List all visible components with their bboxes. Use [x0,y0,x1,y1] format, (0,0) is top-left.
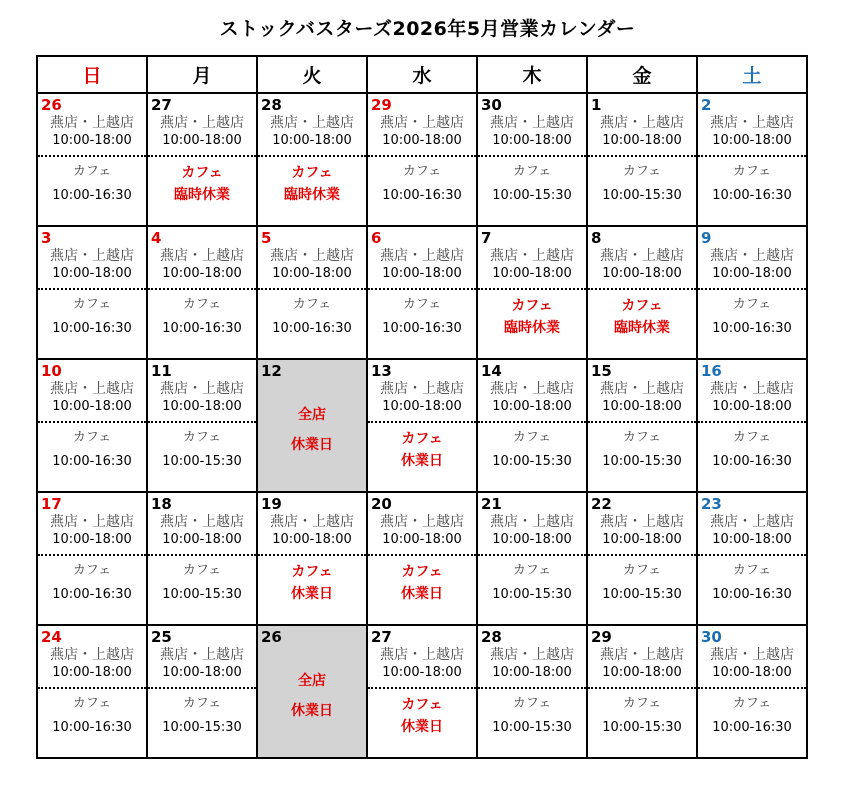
day-number: 26 [41,96,62,114]
calendar-day-cell [587,226,697,359]
day-number: 27 [371,628,392,646]
store-hours: 10:00-18:00 [382,133,462,148]
day-number: 28 [481,628,502,646]
dotted-divider [368,288,476,290]
weekday-header-sun: 日 [37,56,147,93]
dotted-divider [368,554,476,556]
calendar-day-cell [37,359,147,492]
cafe-closed-label: 臨時休業 [614,320,670,336]
day-number: 28 [261,96,282,114]
cafe-closed-label: 休業日 [401,453,443,469]
store-hours: 10:00-18:00 [272,532,352,547]
calendar-day-cell [37,226,147,359]
cafe-closed-label: 臨時休業 [284,187,340,203]
cafe-closed-label: カフェ [401,564,443,580]
day-number: 13 [371,362,392,380]
cafe-hours: 10:00-16:30 [52,188,132,203]
calendar-day-cell [697,93,807,226]
cafe-label: カフェ [402,164,442,179]
cafe-hours: 10:00-16:30 [382,321,462,336]
store-hours: 10:00-18:00 [382,399,462,414]
day-number: 23 [701,495,722,513]
store-hours: 10:00-18:00 [382,266,462,281]
store-label: 燕店・上越店 [710,647,794,663]
cafe-hours: 10:00-16:30 [712,188,792,203]
day-number: 8 [591,229,602,247]
calendar-day-cell [147,492,257,625]
store-hours: 10:00-18:00 [712,665,792,680]
dotted-divider [38,687,146,689]
cafe-hours: 10:00-15:30 [162,720,242,735]
cafe-hours: 10:00-16:30 [52,321,132,336]
store-hours: 10:00-18:00 [712,399,792,414]
store-label: 燕店・上越店 [270,115,354,131]
page-title: ストックバスターズ2026年5月営業カレンダー [219,18,636,40]
store-hours: 10:00-18:00 [602,532,682,547]
day-number: 12 [261,362,282,380]
store-label: 燕店・上越店 [600,381,684,397]
dotted-divider [588,554,696,556]
store-label: 燕店・上越店 [380,647,464,663]
calendar-day-cell [257,625,367,758]
cafe-label: カフェ [622,430,662,445]
cafe-closed-label: カフェ [621,298,663,314]
store-label: 燕店・上越店 [710,115,794,131]
day-number: 6 [371,229,382,247]
dotted-divider [148,155,256,157]
store-hours: 10:00-18:00 [712,133,792,148]
cafe-label: カフェ [622,563,662,578]
calendar-day-cell [367,93,477,226]
cafe-closed-label: カフェ [291,165,333,181]
store-hours: 10:00-18:00 [492,399,572,414]
all-closed-label: 休業日 [291,703,333,719]
cafe-label: カフェ [512,696,552,711]
cafe-hours: 10:00-15:30 [492,454,572,469]
cafe-hours: 10:00-16:30 [52,720,132,735]
dotted-divider [698,288,806,290]
store-label: 燕店・上越店 [160,647,244,663]
calendar-day-cell [37,625,147,758]
calendar-day-cell [697,492,807,625]
calendar-week-row [37,93,807,226]
day-number: 4 [151,229,162,247]
cafe-hours: 10:00-15:30 [492,188,572,203]
store-hours: 10:00-18:00 [162,665,242,680]
store-label: 燕店・上越店 [160,514,244,530]
calendar-day-cell [257,93,367,226]
calendar-day-cell [147,226,257,359]
day-number: 26 [261,628,282,646]
cafe-label: カフェ [732,297,772,312]
store-hours: 10:00-18:00 [162,266,242,281]
dotted-divider [478,155,586,157]
cafe-label: カフェ [72,164,112,179]
cafe-hours: 10:00-16:30 [712,321,792,336]
dotted-divider [148,554,256,556]
store-label: 燕店・上越店 [50,647,134,663]
dotted-divider [38,554,146,556]
cafe-label: カフェ [182,297,222,312]
day-number: 1 [591,96,602,114]
store-label: 燕店・上越店 [600,514,684,530]
cafe-hours: 10:00-16:30 [712,454,792,469]
calendar-day-cell [587,93,697,226]
dotted-divider [588,421,696,423]
dotted-divider [698,155,806,157]
store-label: 燕店・上越店 [380,514,464,530]
store-hours: 10:00-18:00 [52,532,132,547]
day-number: 5 [261,229,272,247]
day-number: 15 [591,362,612,380]
cafe-closed-label: 休業日 [401,586,443,602]
store-label: 燕店・上越店 [270,514,354,530]
day-number: 29 [371,96,392,114]
dotted-divider [38,288,146,290]
store-hours: 10:00-18:00 [492,665,572,680]
day-number: 18 [151,495,172,513]
cafe-hours: 10:00-15:30 [602,587,682,602]
dotted-divider [148,421,256,423]
calendar-day-cell [587,625,697,758]
dotted-divider [698,421,806,423]
store-label: 燕店・上越店 [380,248,464,264]
cafe-label: カフェ [512,563,552,578]
weekday-header-tue: 火 [257,56,367,93]
calendar-day-cell [257,226,367,359]
store-label: 燕店・上越店 [160,248,244,264]
store-hours: 10:00-18:00 [602,266,682,281]
cafe-label: カフェ [732,430,772,445]
store-hours: 10:00-18:00 [52,665,132,680]
weekday-header-row [37,56,807,93]
cafe-label: カフェ [182,563,222,578]
all-closed-label: 全店 [298,407,326,423]
day-number: 25 [151,628,172,646]
store-label: 燕店・上越店 [600,248,684,264]
weekday-header-sat: 土 [697,56,807,93]
dotted-divider [478,288,586,290]
calendar-day-cell [587,492,697,625]
calendar-day-cell [477,625,587,758]
calendar-day-cell [587,359,697,492]
store-label: 燕店・上越店 [490,514,574,530]
calendar-week-row [37,625,807,758]
cafe-closed-label: カフェ [401,697,443,713]
dotted-divider [258,288,366,290]
store-hours: 10:00-18:00 [492,532,572,547]
dotted-divider [698,554,806,556]
store-label: 燕店・上越店 [710,514,794,530]
store-hours: 10:00-18:00 [52,133,132,148]
calendar-day-cell [257,359,367,492]
day-number: 11 [151,362,172,380]
day-number: 10 [41,362,62,380]
day-number: 17 [41,495,62,513]
dotted-divider [148,687,256,689]
all-closed-label: 全店 [298,673,326,689]
cafe-closed-label: 休業日 [291,586,333,602]
store-label: 燕店・上越店 [490,248,574,264]
store-hours: 10:00-18:00 [162,133,242,148]
store-label: 燕店・上越店 [380,115,464,131]
dotted-divider [588,687,696,689]
calendar-day-cell [147,359,257,492]
cafe-hours: 10:00-15:30 [162,587,242,602]
cafe-label: カフェ [622,696,662,711]
day-number: 3 [41,229,52,247]
store-label: 燕店・上越店 [710,381,794,397]
day-number: 22 [591,495,612,513]
day-number: 9 [701,229,712,247]
cafe-hours: 10:00-15:30 [492,587,572,602]
calendar-day-cell [367,359,477,492]
cafe-hours: 10:00-16:30 [272,321,352,336]
store-hours: 10:00-18:00 [712,532,792,547]
calendar-day-cell [37,93,147,226]
store-hours: 10:00-18:00 [602,399,682,414]
cafe-label: カフェ [72,563,112,578]
all-closed-label: 休業日 [291,437,333,453]
cafe-hours: 10:00-16:30 [382,188,462,203]
store-label: 燕店・上越店 [710,248,794,264]
weekday-header-mon: 月 [147,56,257,93]
store-hours: 10:00-18:00 [162,532,242,547]
store-label: 燕店・上越店 [490,381,574,397]
cafe-label: カフェ [402,297,442,312]
cafe-label: カフェ [72,297,112,312]
day-number: 19 [261,495,282,513]
calendar-week-row [37,492,807,625]
store-hours: 10:00-18:00 [602,133,682,148]
store-label: 燕店・上越店 [600,647,684,663]
dotted-divider [368,155,476,157]
day-number: 7 [481,229,492,247]
calendar-day-cell [367,226,477,359]
cafe-label: カフェ [512,430,552,445]
day-number: 16 [701,362,722,380]
day-number: 29 [591,628,612,646]
store-label: 燕店・上越店 [490,115,574,131]
calendar-day-cell [367,625,477,758]
store-label: 燕店・上越店 [490,647,574,663]
cafe-closed-label: 臨時休業 [174,187,230,203]
store-label: 燕店・上越店 [160,381,244,397]
calendar-day-cell [697,359,807,492]
calendar-day-cell [477,93,587,226]
store-label: 燕店・上越店 [160,115,244,131]
cafe-label: カフェ [182,430,222,445]
weekday-header-thu: 木 [477,56,587,93]
store-hours: 10:00-18:00 [382,532,462,547]
calendar-day-cell [37,492,147,625]
calendar-body [37,93,807,758]
store-hours: 10:00-18:00 [52,399,132,414]
cafe-hours: 10:00-15:30 [602,188,682,203]
cafe-closed-label: 休業日 [401,719,443,735]
cafe-label: カフェ [72,430,112,445]
dotted-divider [478,687,586,689]
calendar-day-cell [697,625,807,758]
calendar-day-cell [147,625,257,758]
store-label: 燕店・上越店 [50,514,134,530]
store-hours: 10:00-18:00 [602,665,682,680]
calendar-day-cell [147,93,257,226]
calendar-table [36,55,808,759]
dotted-divider [478,554,586,556]
cafe-label: カフェ [732,164,772,179]
cafe-hours: 10:00-15:30 [162,454,242,469]
cafe-label: カフェ [512,164,552,179]
calendar-day-cell [257,492,367,625]
cafe-hours: 10:00-16:30 [52,454,132,469]
day-number: 2 [701,96,712,114]
calendar-week-row [37,226,807,359]
store-label: 燕店・上越店 [50,248,134,264]
dotted-divider [588,155,696,157]
cafe-label: カフェ [182,696,222,711]
dotted-divider [38,155,146,157]
store-hours: 10:00-18:00 [162,399,242,414]
store-hours: 10:00-18:00 [272,266,352,281]
day-number: 24 [41,628,62,646]
store-label: 燕店・上越店 [50,115,134,131]
store-label: 燕店・上越店 [380,381,464,397]
dotted-divider [698,687,806,689]
calendar-week-row [37,359,807,492]
cafe-hours: 10:00-16:30 [712,720,792,735]
calendar-day-cell [477,492,587,625]
calendar-day-cell [477,359,587,492]
store-hours: 10:00-18:00 [52,266,132,281]
day-number: 27 [151,96,172,114]
cafe-label: カフェ [732,696,772,711]
cafe-closed-label: カフェ [511,298,553,314]
calendar-day-cell [697,226,807,359]
cafe-label: カフェ [732,563,772,578]
cafe-label: カフェ [292,297,332,312]
dotted-divider [588,288,696,290]
cafe-hours: 10:00-15:30 [492,720,572,735]
cafe-closed-label: 臨時休業 [504,320,560,336]
store-hours: 10:00-18:00 [492,266,572,281]
dotted-divider [148,288,256,290]
cafe-hours: 10:00-16:30 [162,321,242,336]
dotted-divider [258,554,366,556]
day-number: 30 [701,628,722,646]
day-number: 30 [481,96,502,114]
weekday-header-fri: 金 [587,56,697,93]
cafe-closed-label: カフェ [181,165,223,181]
dotted-divider [368,687,476,689]
cafe-closed-label: カフェ [401,431,443,447]
store-hours: 10:00-18:00 [382,665,462,680]
cafe-hours: 10:00-16:30 [52,587,132,602]
cafe-label: カフェ [622,164,662,179]
day-number: 20 [371,495,392,513]
store-label: 燕店・上越店 [270,248,354,264]
cafe-hours: 10:00-15:30 [602,454,682,469]
day-number: 21 [481,495,502,513]
cafe-hours: 10:00-16:30 [712,587,792,602]
dotted-divider [368,421,476,423]
cafe-label: カフェ [72,696,112,711]
dotted-divider [258,155,366,157]
calendar-day-cell [367,492,477,625]
cafe-closed-label: カフェ [291,564,333,580]
dotted-divider [478,421,586,423]
store-hours: 10:00-18:00 [492,133,572,148]
store-label: 燕店・上越店 [600,115,684,131]
weekday-header-wed: 水 [367,56,477,93]
store-label: 燕店・上越店 [50,381,134,397]
store-hours: 10:00-18:00 [712,266,792,281]
calendar-day-cell [477,226,587,359]
cafe-hours: 10:00-15:30 [602,720,682,735]
day-number: 14 [481,362,502,380]
dotted-divider [38,421,146,423]
store-hours: 10:00-18:00 [272,133,352,148]
